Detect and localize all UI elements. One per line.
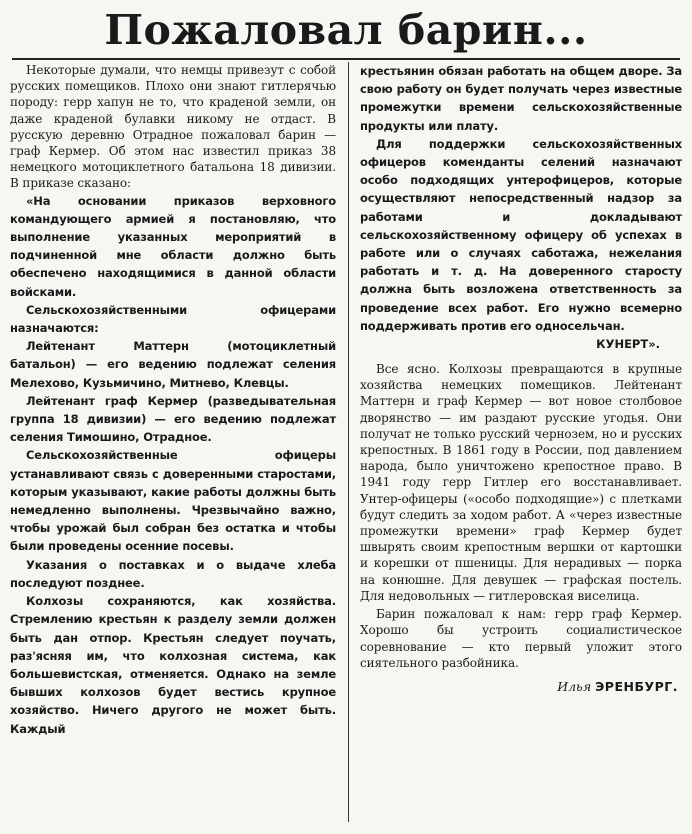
order-paragraph-8: крестьянин обязан работать на общем дворе. За свою работу он будет получать через известные промежутки времени сельскохозяйственные продукты или плату.	[360, 64, 682, 133]
right-column	[360, 62, 682, 697]
order-paragraph-4: Лейтенант граф Кермер (разведывательная группа 18 дивизии) — его ведению подлежат селения Тимошино, Отрадное.	[10, 393, 336, 445]
order-paragraph-7: Колхозы сохраняются, как хозяйства. Стремлению крестьян к разделу земли должен быть дан отпор. Крестьян следует поучать, раз'ясняя им, что колхозная система, как большевистская, отменяется. Однако на земле бывших колхозов будет вестись крупное хозяйство. Ничего другого не может быть. Каждый	[10, 594, 336, 736]
headline-rule	[12, 58, 680, 60]
closing-paragraph: Барин пожаловал к нам: герр граф Кермер. Хорошо бы устроить социалистическое соревнование — кто первый уложит этого сиятельного разбойника.	[360, 607, 682, 670]
order-paragraph-3: Лейтенант Маттерн (мотоциклетный батальон) — его ведению подлежат селения Мелехово, Кузьмичино, Митнево, Клевцы.	[10, 339, 336, 390]
order-paragraph-6: Указания о поставках и о выдаче хлеба последуют позднее.	[10, 557, 336, 590]
intro-paragraph: Некоторые думали, что немцы привезут с собой русских помещиков. Плохо они знают гитлерячью породу: герр хапун не то, что краденой земли, он даже краденой булавки никому не отдаст. В русскую деревню Отрадное пожаловал барин — граф Кермер. Об этом нас известил приказ 38 немецкого мотоциклетного батальона 18 дивизии. В приказе сказано:	[10, 63, 336, 191]
order-paragraph-9: Для поддержки сельскохозяйственных офицеров коменданты селений назначают особо подходящих унтерофицеров, которые осуществляют непосредственный надзор за работами и докладывают сельскохозяйственному офицеру об успехах в работе или о случаях саботажа, нежелания работать и т. д. На доверенного старосту должна быть возложена ответственность за проведение всех работ. Его нужно всемерно поддерживать против его односельчан.	[360, 136, 682, 333]
order-paragraph-5: Сельскохозяйственные офицеры устанавливают связь с доверенными старостами, которым указывают, какие работы должны быть немедленно выполнены. Чрезвычайно важно, чтобы урожай был собран без остатка и чтобы были проведены осенние посевы.	[10, 448, 336, 554]
author-surname: ЭРЕНБУРГ.	[595, 678, 678, 694]
column-divider	[348, 62, 349, 822]
left-column	[10, 62, 336, 738]
author-first-name: Илья	[557, 678, 596, 694]
order-paragraph-1: «На основании приказов верховного командующего армией я постановляю, что выполнение указанных мероприятий в подчиненной мне области должно быть обеспечено находящимися в данной области войсками.	[10, 193, 336, 299]
headline: Пожаловал барин...	[104, 6, 588, 54]
order-signature: КУНЕРТ».	[596, 337, 660, 352]
author-byline	[360, 677, 682, 697]
order-paragraph-2: Сельскохозяйственными офицерами назначаются:	[10, 302, 336, 336]
commentary-paragraph: Все ясно. Колхозы превращаются в крупные хозяйства немецких помещиков. Лейтенант Маттерн и граф Кермер — вот новое столбовое дворянство — им раздают русские угодья. Они получат не только русский чернозем, но и русских крепостных. В 1861 году в России, под давлением народа, было уничтожено крепостное право. В 1941 году герр Гитлер его восстанавливает. Унтер-офицеры («особо подходящие») с плетками будут следить за ходом работ. А «через известные промежутки времени» граф Кермер будет швырять своим крепостным вершки от картошки и корешки от пшеницы. Для нерадивых — порка на конюшне. Для девушек — графская постель. Для недовольных — гитлеровская виселица.	[360, 362, 682, 603]
